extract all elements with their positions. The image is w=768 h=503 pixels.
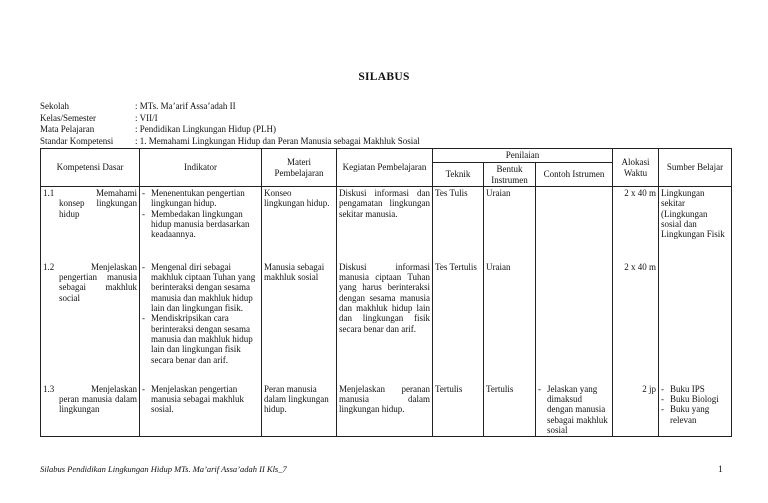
cell-kompetensi [41, 383, 140, 437]
meta-row [40, 101, 420, 113]
document-metadata [40, 101, 420, 147]
cell-alokasi: 2 x 40 m [613, 187, 659, 261]
cell-contoh [536, 261, 613, 383]
cell-indikator [140, 383, 262, 437]
cell-kegiatan: Diskusi informasi manusia ciptaan Tuhan yang harus berinteraksi dengan sesama manusia dan makhluk hidup lain dan lingkungan fisik secara benar dan arif. [337, 261, 433, 383]
kompetensi-text-first: Menjelaskan [91, 261, 137, 272]
cell-bentuk: Uraian [484, 187, 536, 261]
meta-row [40, 136, 420, 148]
kompetensi-block [43, 384, 137, 415]
cell-sumber [659, 187, 732, 261]
indikator-item: - Membedakan lingkungan hidup manusia berdasarkan keadaannya. [142, 209, 259, 240]
cell-kegiatan: Menjelaskan peranan manusia dalam lingkungan hidup. [337, 383, 433, 437]
kompetensi-text-rest: konsep lingkungan hidup [59, 198, 137, 219]
sumber-item: - Buku IPS [661, 384, 729, 394]
kompetensi-block [43, 262, 137, 303]
contoh-list [538, 384, 610, 436]
header-indikator: Indikator [140, 149, 262, 187]
syllabus-table [40, 148, 732, 437]
header-alokasi: Alokasi Waktu [613, 149, 659, 187]
kompetensi-text [57, 384, 137, 415]
header-teknik: Teknik [433, 163, 484, 187]
header-sumber: Sumber Belajar [659, 149, 732, 187]
kompetensi-number: 1.2 [43, 261, 55, 272]
cell-indikator [140, 261, 262, 383]
cell-kompetensi [41, 261, 140, 383]
cell-bentuk: Uraian [484, 261, 536, 383]
kompetensi-number: 1.3 [43, 383, 55, 394]
table-row [41, 187, 732, 261]
meta-row [40, 124, 420, 136]
cell-contoh [536, 187, 613, 261]
meta-row [40, 113, 420, 125]
meta-value: : MTs. Ma’arif Assa’adah II [135, 101, 236, 111]
header-kegiatan: Kegiatan Pembelajaran [337, 149, 433, 187]
meta-label: Kelas/Semester [40, 112, 96, 123]
cell-teknik: Tes Tertulis [433, 261, 484, 383]
cell-materi: Manusia sebagai makhluk sosial [262, 261, 337, 383]
kompetensi-block [43, 188, 137, 219]
meta-label: Mata Pelajaran [40, 124, 95, 134]
kompetensi-text-rest: pengertian manusia sebagai makhluk social [59, 271, 137, 303]
indikator-item: - Menjelaskan pengertian manusia sebagai makhluk sosial. [142, 384, 259, 415]
indikator-item: - Menenentukan pengertian lingkungan hidup. [142, 188, 259, 209]
table-row [41, 261, 732, 383]
page-number: 1 [718, 465, 723, 475]
cell-sumber [659, 383, 732, 437]
cell-teknik: Tertulis [433, 383, 484, 437]
indikator-list [142, 262, 259, 365]
meta-value: : 1. Memahami Lingkungan Hidup dan Peran Manusia sebagai Makhluk Sosial [135, 135, 420, 146]
cell-bentuk: Tertulis [484, 383, 536, 437]
sumber-item: - Buku Biologi [661, 394, 729, 404]
document-title: SILABUS [358, 71, 410, 83]
footer-text: Silabus Pendidikan Lingkungan Hidup MTs. Ma’arif Assa’adah II Kls_7 [40, 464, 287, 474]
header-bentuk: Bentuk Instrumen [484, 163, 536, 187]
header-materi: Materi Pembelajaran [262, 149, 337, 187]
table-row [41, 383, 732, 437]
meta-value: : VII/I [135, 112, 158, 123]
meta-value: : Pendidikan Lingkungan Hidup (PLH) [135, 124, 276, 134]
cell-contoh [536, 383, 613, 437]
cell-indikator [140, 187, 262, 261]
indikator-list [142, 384, 259, 415]
header-kompetensi-dasar: Kompetensi Dasar [41, 149, 140, 187]
contoh-item: - Jelaskan yang dimaksud dengan manusia sebagai makhluk sosial [538, 384, 610, 436]
kompetensi-text [57, 262, 137, 303]
meta-label: Standar Kompetensi [40, 135, 114, 146]
cell-alokasi: 2 x 40 m [613, 261, 659, 383]
cell-materi: Konseo lingkungan hidup. [262, 187, 337, 261]
cell-kompetensi [41, 187, 140, 261]
kompetensi-text-first: Memahami [96, 188, 137, 198]
cell-materi: Peran manusia dalam lingkungan hidup. [262, 383, 337, 437]
meta-label: Sekolah [40, 101, 69, 111]
sumber-item: - Buku yang relevan [661, 404, 729, 425]
indikator-item: - Mengenal diri sebagai makhluk ciptaan Tuhan yang berinteraksi dengan sesama manusia dan makhluk hidup lain dan lingkungan fisik. [142, 262, 259, 314]
cell-sumber [659, 261, 732, 383]
indikator-item: - Mendiskripsikan cara berinteraksi dengan sesama manusia dan makhluk hidup lain dan lingkungan fisik secara benar dan arif. [142, 313, 259, 365]
kompetensi-text [57, 188, 137, 219]
kompetensi-text-rest: peran manusia dalam lingkungan [59, 393, 137, 415]
kompetensi-text-first: Menjelaskan [91, 383, 137, 394]
header-contoh: Contoh Istrumen [536, 163, 613, 187]
sumber-text: Lingkungan sekitar (Lingkungan sosial dan Lingkungan Fisik [661, 188, 725, 240]
kompetensi-number: 1.1 [43, 188, 55, 198]
cell-kegiatan: Diskusi informasi dan pengamatan lingkungan sekitar manusia. [337, 187, 433, 261]
cell-teknik: Tes Tulis [433, 187, 484, 261]
sumber-list [661, 384, 729, 425]
indikator-list [142, 188, 259, 240]
cell-alokasi: 2 jp [613, 383, 659, 437]
header-penilaian: Penilaian [433, 149, 613, 163]
